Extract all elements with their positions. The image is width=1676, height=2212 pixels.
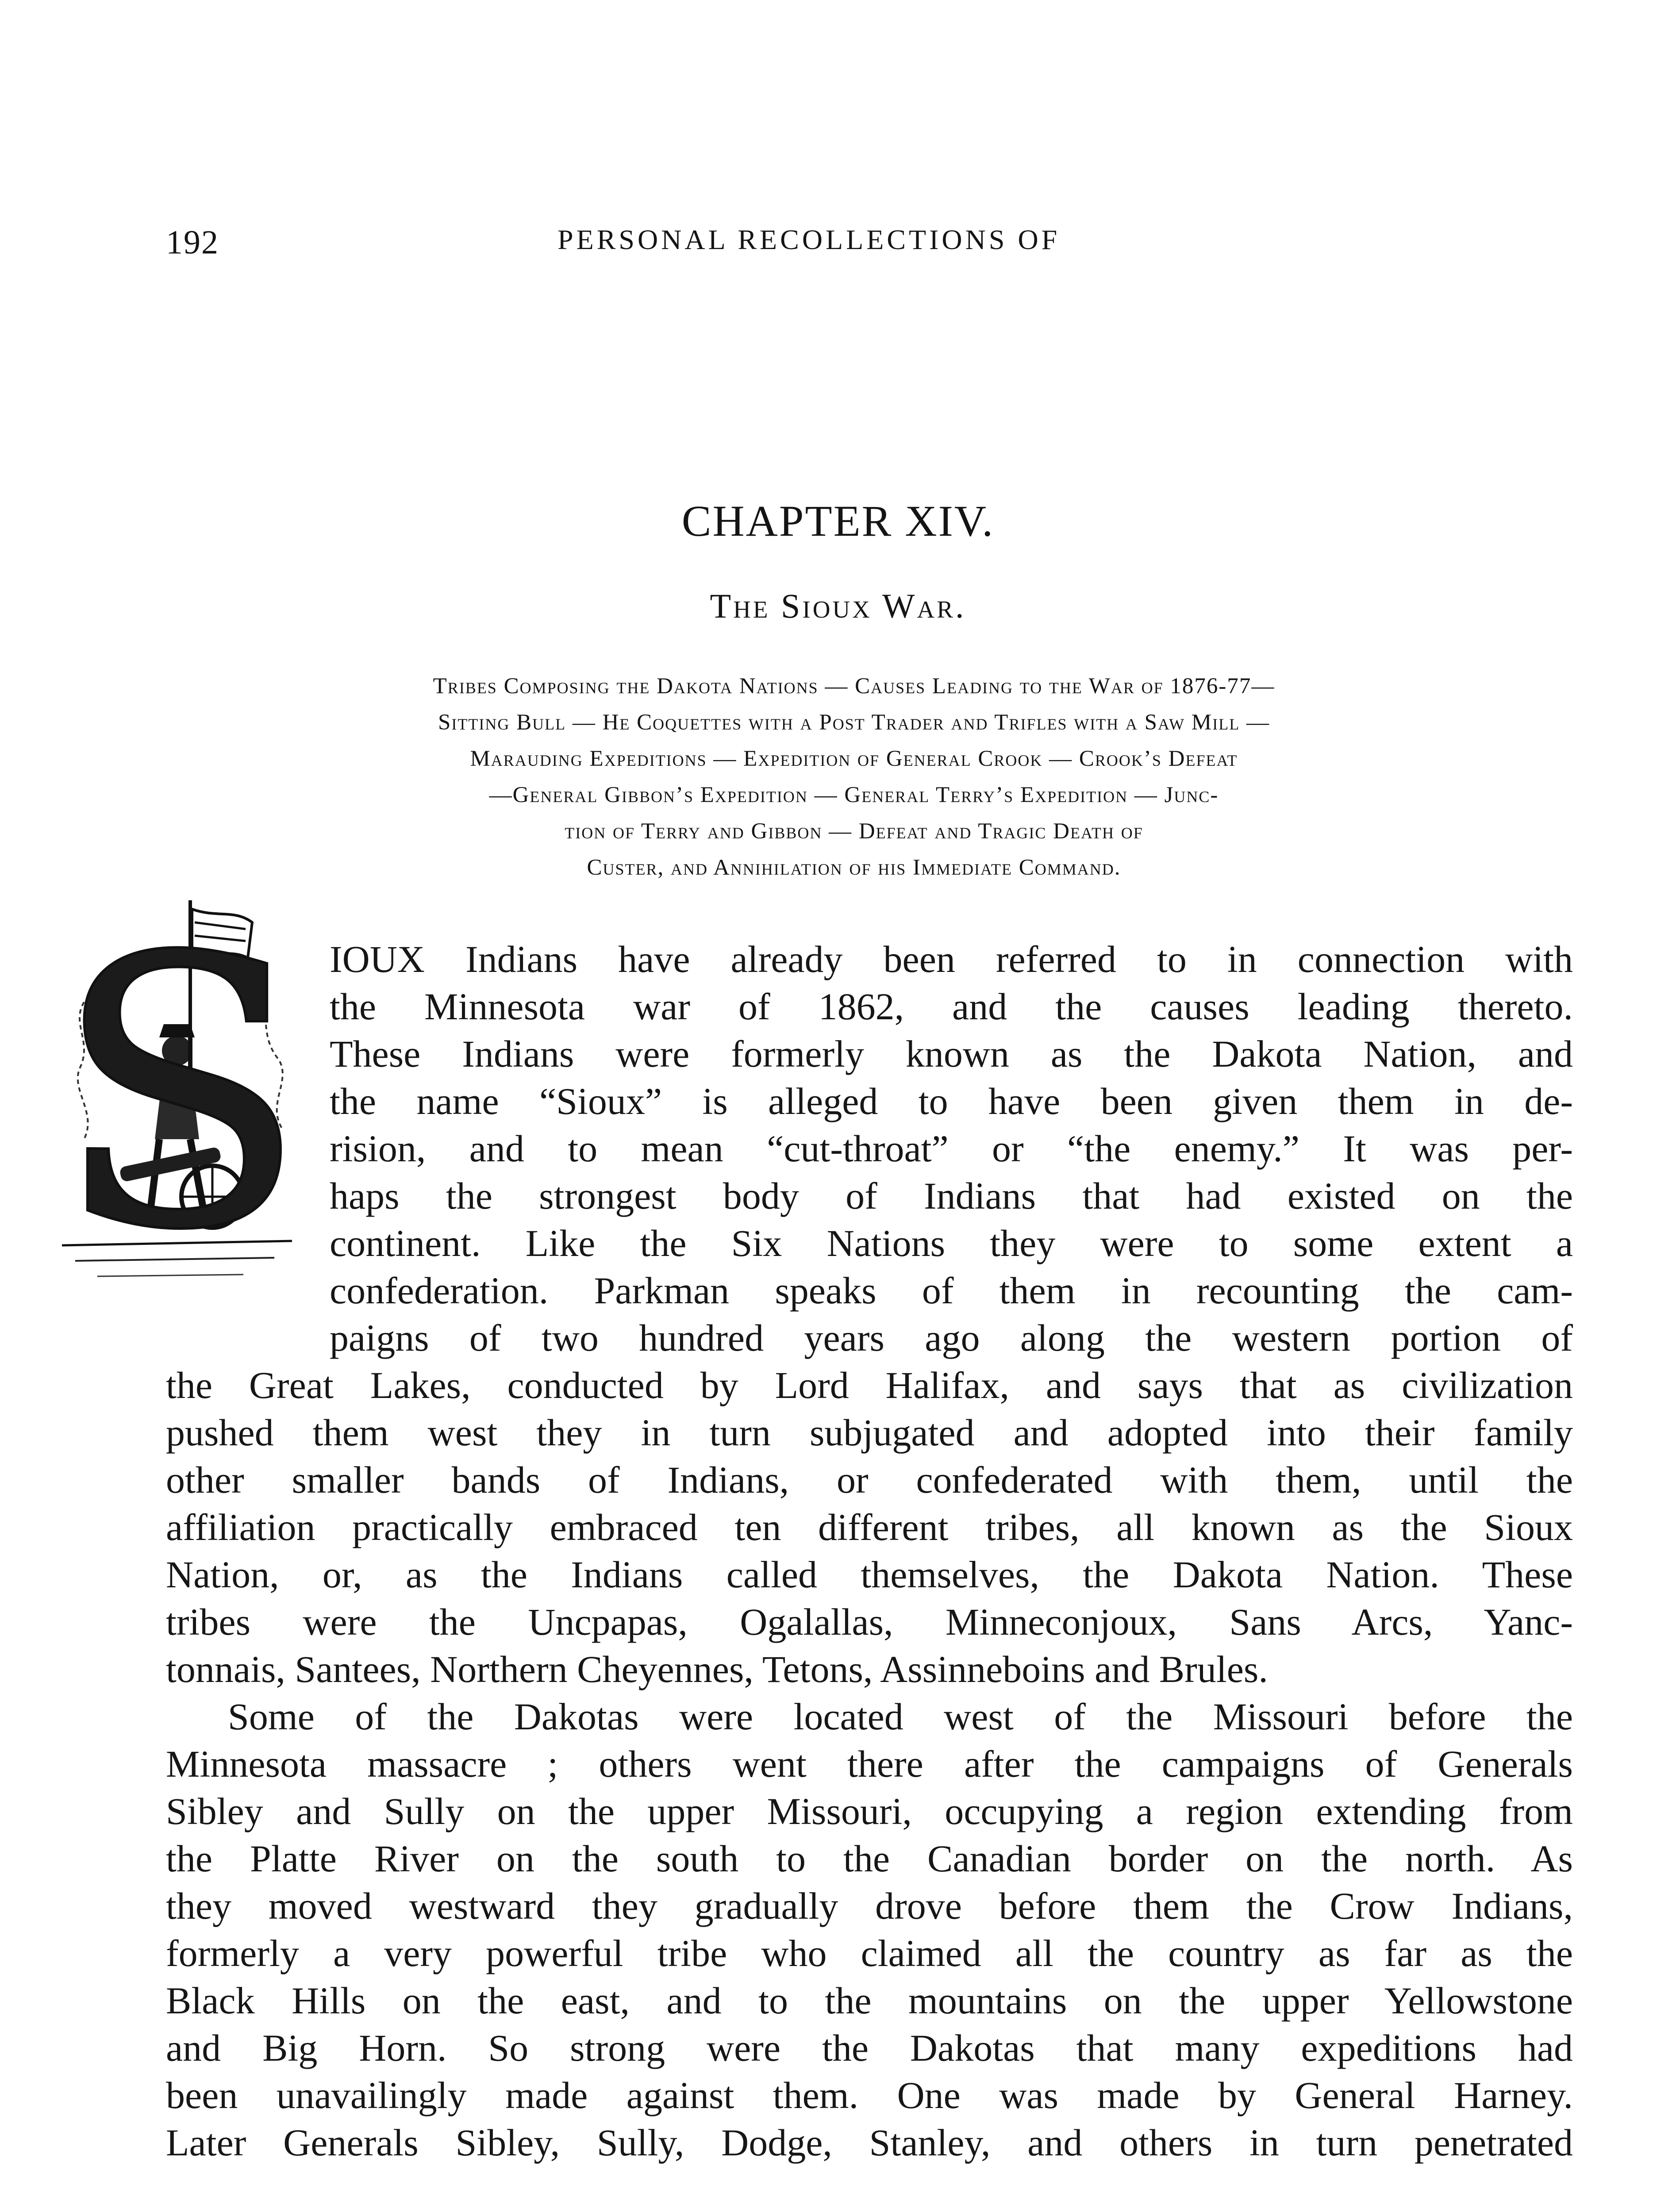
text-line: and Big Horn. So strong were the Dakotas that many expeditions had bbox=[166, 2027, 1573, 2069]
drop-cap-letter: S bbox=[53, 879, 308, 1311]
text-line: Minnesota massacre ; others went there after the campaigns of Generals bbox=[166, 1743, 1573, 1785]
text-line: Sibley and Sully on the upper Missouri, occupying a region extending from bbox=[166, 1790, 1573, 1832]
body-text bbox=[166, 936, 1573, 2166]
text-line: affiliation practically embraced ten different tribes, all known as the Sioux bbox=[166, 1506, 1573, 1548]
synopsis-line: —General Gibbon’s Expedition — General Terry’s Expedition — Junc- bbox=[489, 783, 1219, 807]
page-number: 192 bbox=[166, 224, 219, 261]
text-line: the Platte River on the south to the Canadian border on the north. As bbox=[166, 1837, 1573, 1880]
chapter-subtitle: The Sioux War. bbox=[710, 587, 966, 625]
synopsis-line: tion of Terry and Gibbon — Defeat and Tragic Death of bbox=[565, 819, 1143, 844]
text-line: been unavailingly made against them. One was made by General Harney. bbox=[166, 2074, 1573, 2116]
text-line: the Great Lakes, conducted by Lord Halifax, and says that as civilization bbox=[166, 1364, 1573, 1406]
synopsis-line: Tribes Composing the Dakota Nations — Causes Leading to the War of 1876-77— bbox=[433, 674, 1275, 699]
text-line: formerly a very powerful tribe who claimed all the country as far as the bbox=[166, 1932, 1573, 1974]
text-line: other smaller bands of Indians, or confederated with them, until the bbox=[166, 1459, 1573, 1501]
synopsis-line: Marauding Expeditions — Expedition of General Crook — Crook’s Defeat bbox=[470, 746, 1238, 771]
synopsis-line: Custer, and Annihilation of his Immediate Command. bbox=[587, 855, 1121, 880]
text-line: tribes were the Uncpapas, Ogalallas, Minneconjoux, Sans Arcs, Yanc- bbox=[166, 1601, 1573, 1643]
text-line: Some of the Dakotas were located west of the Missouri before the bbox=[228, 1695, 1573, 1738]
text-line: the name “Sioux” is alleged to have been given them in de- bbox=[330, 1080, 1573, 1122]
text-line: These Indians were formerly known as the Dakota Nation, and bbox=[330, 1033, 1573, 1075]
running-head bbox=[0, 223, 1676, 263]
text-line: the Minnesota war of 1862, and the causes leading thereto. bbox=[330, 985, 1573, 1028]
text-line: tonnais, Santees, Northern Cheyennes, Tetons, Assinneboins and Brules. bbox=[166, 1648, 1268, 1690]
text-line: Later Generals Sibley, Sully, Dodge, Stanley, and others in turn penetrated bbox=[166, 2121, 1573, 2164]
text-line: rision, and to mean “cut-throat” or “the enemy.” It was per- bbox=[330, 1127, 1573, 1170]
text-line: confederation. Parkman speaks of them in recounting the cam- bbox=[330, 1269, 1573, 1312]
text-line: Black Hills on the east, and to the mountains on the upper Yellowstone bbox=[166, 1979, 1573, 2022]
text-line: paigns of two hundred years ago along the western portion of bbox=[330, 1317, 1573, 1359]
text-line: they moved westward they gradually drove before them the Crow Indians, bbox=[166, 1885, 1573, 1927]
text-line: Nation, or, as the Indians called themselves, the Dakota Nation. These bbox=[166, 1553, 1573, 1596]
text-line: haps the strongest body of Indians that had existed on the bbox=[330, 1175, 1573, 1217]
text-line: pushed them west they in turn subjugated and adopted into their family bbox=[166, 1411, 1573, 1454]
chapter-synopsis bbox=[159, 668, 1549, 886]
running-title: PERSONAL RECOLLECTIONS OF bbox=[557, 224, 1061, 255]
text-line: IOUX Indians have already been referred to in connection with bbox=[330, 938, 1573, 980]
chapter-heading: CHAPTER XIV. bbox=[681, 496, 995, 545]
synopsis-line: Sitting Bull — He Coquettes with a Post Trader and Trifles with a Saw Mill — bbox=[438, 710, 1270, 735]
text-line: continent. Like the Six Nations they were to some extent a bbox=[330, 1222, 1573, 1264]
